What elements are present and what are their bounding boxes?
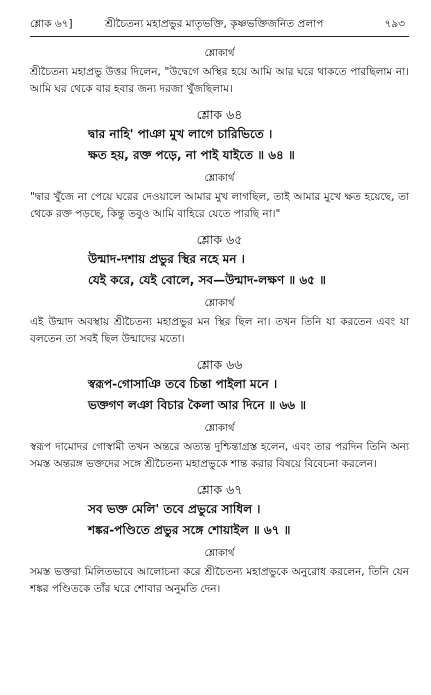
translation-text: এই উন্মাদ অবস্থায় শ্রীচৈতন্য মহাপ্রভুর মন স্থির ছিল না। তখন তিনি যা করতেন এবং যা বলতেন তা সবই ছিল উন্মাদের মতো।	[30, 316, 409, 345]
verse-line: ভক্তগণ লঞা বিচার কৈলা আর দিনে ॥ ৬৬ ॥	[88, 398, 307, 412]
translation-label: শ্লোকার্থ	[204, 173, 235, 184]
verse-heading: শ্লোক ৬৭	[196, 482, 243, 497]
translation-label: শ্লোকার্থ	[204, 48, 235, 59]
running-header	[30, 14, 409, 34]
translation-text: সমস্ত ভক্তরা মিলিতভাবে আলোচনা করে শ্রীচৈতন্য মহাপ্রভুকে অনুরোধ করলেন, তিনি যেন শঙ্কর পণ্ডিতকে তাঁর ঘরে শোবার অনুমতি দেন।	[30, 566, 409, 595]
verse-heading: শ্লোক ৬৪	[196, 107, 243, 122]
verse-line: শঙ্কর-পণ্ডিতে প্রভুর সঙ্গে শোয়াইল ॥ ৬৭ ॥	[88, 523, 291, 537]
translation-label: শ্লোকার্থ	[204, 298, 235, 309]
page-number: ৭৯৩	[384, 18, 405, 30]
translation-label: শ্লোকার্থ	[204, 423, 235, 434]
verse-line: যেই করে, যেই বোলে, সব—উন্মাদ-লক্ষণ ॥ ৬৫ ॥	[88, 273, 326, 287]
verse-heading: শ্লোক ৬৫	[196, 232, 243, 247]
header-verse-ref: শ্লোক ৬৭]	[30, 18, 73, 30]
translation-text: স্বরূপ দামোদর গোস্বামী তখন অন্তরে অত্যন্ত দুশ্চিন্তাগ্রস্ত হলেন, এবং তার পরদিন তিনি অন্য সমস্ত অন্তরঙ্গ ভক্তদের সঙ্গে শ্রীচৈতন্য মহাপ্রভুকে শান্ত করার বিষয়ে বিবেচনা করলেন।	[30, 441, 409, 470]
verse-line: স্বরূপ-গোসাঞি তবে চিন্তা পাইলা মনে ।	[88, 377, 278, 391]
verse-line: ক্ষত হয়, রক্ত পড়ে, না পাই যাইতে ॥ ৬৪ ॥	[88, 148, 295, 162]
translation-text: "দ্বার খুঁজে না পেয়ে ঘরের দেওয়ালে আমার মুখ লাগছিল, তাই আমার মুখে ক্ষত হয়েছে, তা থেকে রক্ত পড়ছে, কিন্তু তবুও আমি বাহিরে যেতে পারছি না।"	[30, 191, 409, 220]
verse-line: দ্বার নাহি' পাঞা মুখ লাগে চারিভিতে ।	[88, 127, 273, 141]
verse-line: উন্মাদ-দশায় প্রভুর স্থির নহে মন ।	[88, 252, 245, 266]
header-chapter-title: শ্রীচৈতন্য মহাপ্রভুর মাতৃভক্তি, কৃষ্ণভক্তিজনিত প্রলাপ	[105, 18, 324, 30]
verse-line: সব ভক্ত মেলি' তবে প্রভুরে সাধিল ।	[88, 502, 261, 516]
verse-heading: শ্লোক ৬৬	[196, 357, 243, 372]
header-rule	[30, 36, 409, 37]
translation-text: শ্রীচৈতন্য মহাপ্রভু উত্তর দিলেন, "উদ্বেগে অস্থির হয়ে আমি আর ঘরে থাকতে পারছিলাম না। আমি ঘর থেকে বার হবার জন্য দরজা খুঁজছিলাম।	[30, 66, 409, 95]
translation-label: শ্লোকার্থ	[204, 548, 235, 559]
